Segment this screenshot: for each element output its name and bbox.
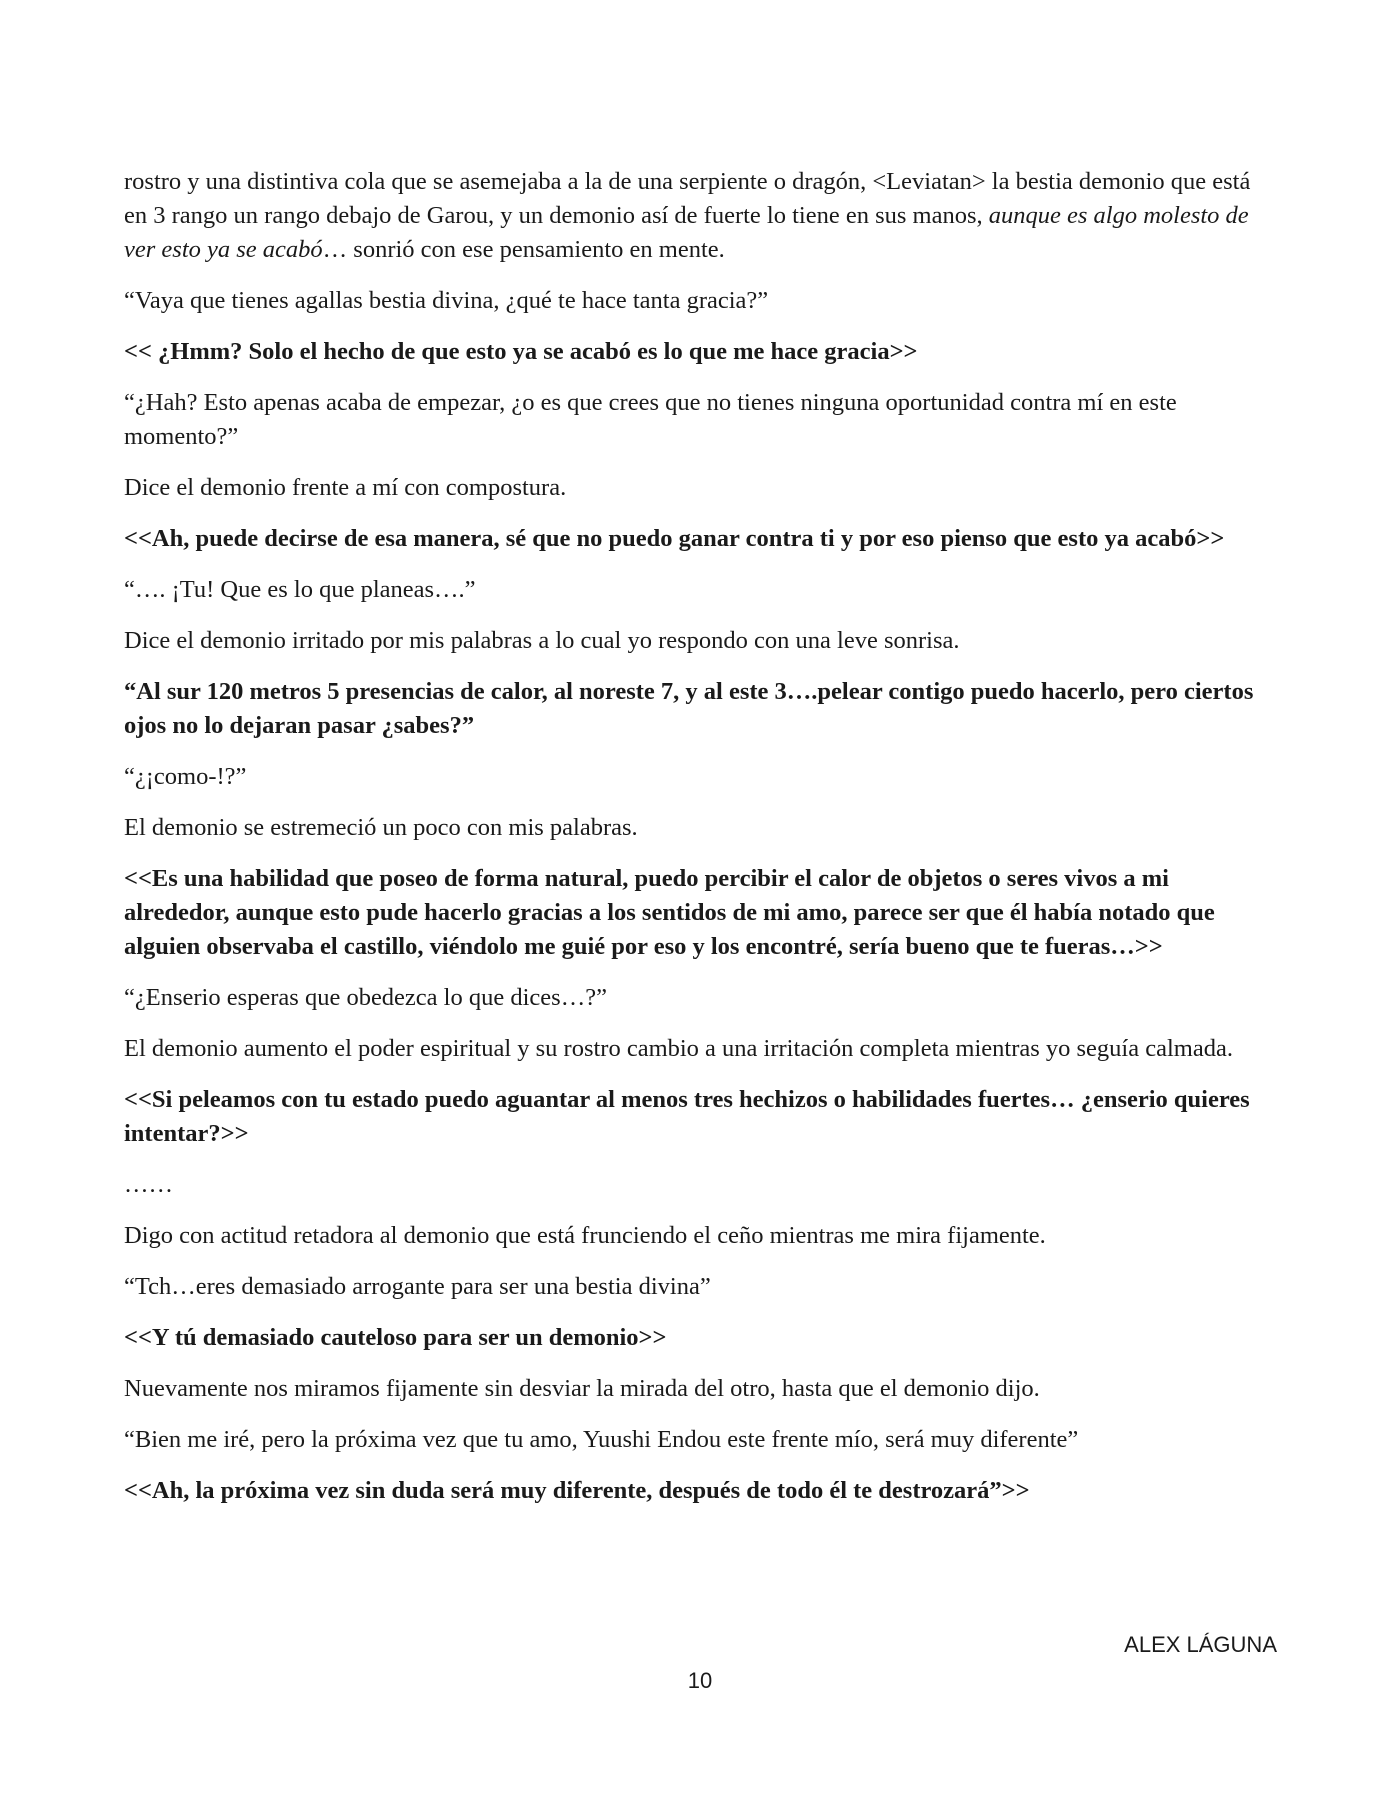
paragraph-5: Dice el demonio frente a mí con compostura. (124, 474, 567, 501)
paragraph-1 (124, 165, 1269, 267)
paragraph-18: “Tch…eres demasiado arrogante para ser una bestia divina” (124, 1273, 711, 1300)
paragraph-4: “¿Hah? Esto apenas acaba de empezar, ¿o es que crees que no tienes ninguna oportunidad contra mí en este momento?” (124, 389, 1177, 450)
paragraph-20: Nuevamente nos miramos fijamente sin desviar la mirada del otro, hasta que el demonio dijo. (124, 1375, 1040, 1402)
paragraph-10: “¿¡como-!?” (124, 763, 247, 790)
paragraph-12: <<Es una habilidad que poseo de forma natural, puedo percibir el calor de objetos o seres vivos a mi alrededor, aunque esto pude hacerlo gracias a los sentidos de mi amo, parece ser que él había notado que alguien observaba el castillo, viéndolo me guié por eso y los encontré, sería bueno que te fueras…>> (124, 865, 1215, 960)
paragraph-2: “Vaya que tienes agallas bestia divina, ¿qué te hace tanta gracia?” (124, 287, 769, 314)
paragraph-3: << ¿Hmm? Solo el hecho de que esto ya se acabó es lo que me hace gracia>> (124, 338, 918, 365)
paragraph-1-text-after: … sonrió con ese pensamiento en mente. (322, 236, 725, 263)
footer-author: ALEX LÁGUNA (1124, 1632, 1277, 1657)
paragraph-17: Digo con actitud retadora al demonio que está frunciendo el ceño mientras me mira fijamente. (124, 1222, 1046, 1249)
paragraph-19: <<Y tú demasiado cauteloso para ser un demonio>> (124, 1324, 667, 1351)
paragraph-22: <<Ah, la próxima vez sin duda será muy diferente, después de todo él te destrozará”>> (124, 1477, 1030, 1504)
paragraph-21: “Bien me iré, pero la próxima vez que tu amo, Yuushi Endou este frente mío, será muy diferente” (124, 1426, 1079, 1453)
body-text (124, 165, 1269, 1525)
paragraph-7: “…. ¡Tu! Que es lo que planeas….” (124, 576, 476, 603)
paragraph-1-text-before: rostro y una distintiva cola que se asemejaba a la de una serpiente o dragón, <Leviatan> la bestia demonio que está en 3 rango un rango debajo de Garou, y un demonio así de fuerte lo tiene en sus manos, (124, 168, 1251, 229)
page-number: 10 (687, 1668, 713, 1693)
paragraph-13: “¿Enserio esperas que obedezca lo que dices…?” (124, 984, 607, 1011)
paragraph-15: <<Si peleamos con tu estado puedo aguantar al menos tres hechizos o habilidades fuertes… ¿enserio quieres intentar?>> (124, 1086, 1250, 1147)
paragraph-8: Dice el demonio irritado por mis palabras a lo cual yo respondo con una leve sonrisa. (124, 627, 960, 654)
paragraph-11: El demonio se estremeció un poco con mis palabras. (124, 814, 638, 841)
paragraph-6: <<Ah, puede decirse de esa manera, sé que no puedo ganar contra ti y por eso pienso que esto ya acabó>> (124, 525, 1225, 552)
paragraph-14: El demonio aumento el poder espiritual y su rostro cambio a una irritación completa mientras yo seguía calmada. (124, 1035, 1233, 1062)
paragraph-9: “Al sur 120 metros 5 presencias de calor, al noreste 7, y al este 3….pelear contigo puedo hacerlo, pero ciertos ojos no lo dejaran pasar ¿sabes?” (124, 678, 1254, 739)
paragraph-1-italic-thought: aunque es algo molesto de ver esto ya se acabó (124, 202, 1249, 263)
paragraph-16: …… (124, 1171, 173, 1198)
